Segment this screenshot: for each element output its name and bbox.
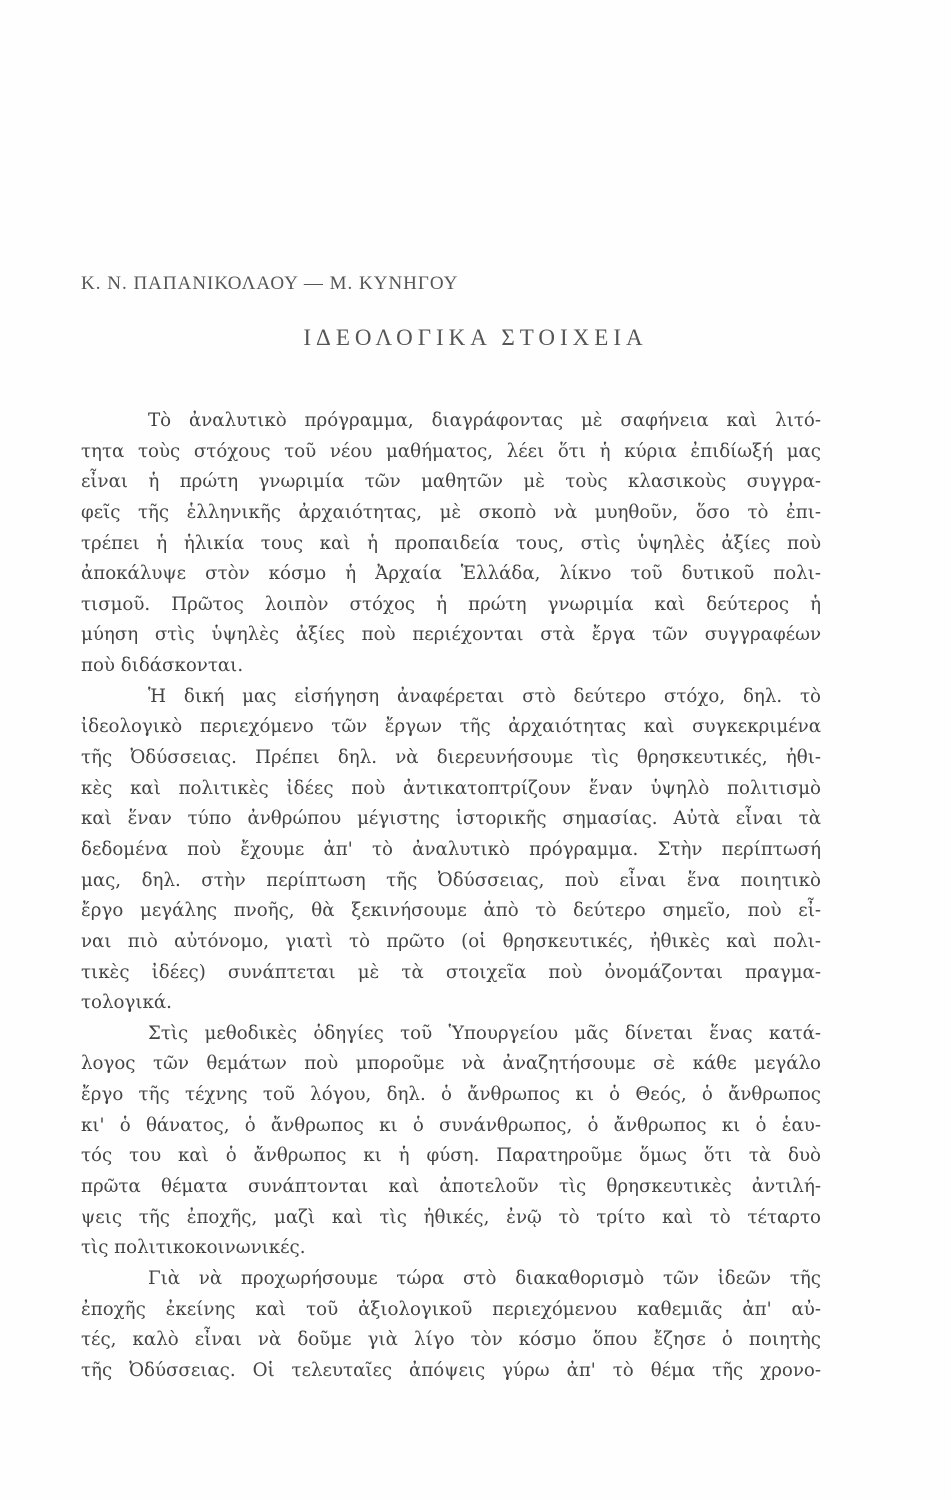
text-line: τῆς Ὀδύσσειας. Οἱ τελευταῖες ἀπόψεις γύρω ἀπ' τὸ θέμα τῆς χρονο- [81, 1359, 821, 1381]
text-line: τολογικά. [81, 992, 172, 1014]
text-line: καὶ ἕναν τύπο ἀνθρώπου μέγιστης ἱστορικῆς σημασίας. Αὐτὰ εἶναι τὰ [81, 808, 821, 830]
text-line: Ἡ δική μας εἰσήγηση ἀναφέρεται στὸ δεύτερο στόχο, δηλ. τὸ [148, 685, 821, 707]
article-title: ΙΔΕΟΛΟΓΙΚΑ ΣΤΟΙΧΕΙΑ [303, 325, 648, 350]
text-line: ἔργο τῆς τέχνης τοῦ λόγου, δηλ. ὁ ἄνθρωπος κι ὁ Θεός, ὁ ἄνθρωπος [81, 1084, 821, 1106]
text-line: ἔργο μεγάλης πνοῆς, θὰ ξεκινήσουμε ἀπὸ τὸ δεύτερο σημεῖο, ποὺ εἶ- [81, 900, 821, 922]
text-line: ναι πιὸ αὐτόνομο, γιατὶ τὸ πρῶτο (οἱ θρησκευτικές, ἠθικὲς καὶ πολι- [81, 930, 821, 952]
text-line: κὲς καὶ πολιτικὲς ἰδέες ποὺ ἀντικατοπτρίζουν ἕναν ὑψηλὸ πολιτισμὸ [81, 777, 821, 799]
text-line: ἐποχῆς ἐκείνης καὶ τοῦ ἀξιολογικοῦ περιεχόμενου καθεμιᾶς ἀπ' αὐ- [81, 1298, 821, 1320]
authors-heading: Κ. Ν. ΠΑΠΑΝΙΚΟΛΑΟΥ — Μ. ΚΥΝΗΓΟΥ [81, 273, 459, 294]
text-line: ἰδεολογικὸ περιεχόμενο τῶν ἔργων τῆς ἀρχαιότητας καὶ συγκεκριμένα [81, 716, 821, 738]
text-line: τητα τοὺς στόχους τοῦ νέου μαθήματος, λέει ὅτι ἡ κύρια ἐπιδίωξή μας [81, 440, 821, 462]
text-line: δεδομένα ποὺ ἔχουμε ἀπ' τὸ ἀναλυτικὸ πρόγραμμα. Στὴν περίπτωσή [81, 838, 821, 860]
text-line: ἀποκάλυψε στὸν κόσμο ἡ Ἀρχαία Ἑλλάδα, λίκνο τοῦ δυτικοῦ πολι- [81, 563, 821, 585]
text-line: τός του καὶ ὁ ἄνθρωπος κι ἡ φύση. Παρατηροῦμε ὅμως ὅτι τὰ δυὸ [81, 1145, 821, 1167]
text-line: τῆς Ὀδύσσειας. Πρέπει δηλ. νὰ διερευνήσουμε τὶς θρησκευτικές, ἠθι- [81, 747, 821, 769]
text-line: εἶναι ἡ πρώτη γνωριμία τῶν μαθητῶν μὲ τοὺς κλασικοὺς συγγρα- [81, 471, 821, 493]
text-line: κι' ὁ θάνατος, ὁ ἄνθρωπος κι ὁ συνάνθρωπος, ὁ ἄνθρωπος κι ὁ ἑαυ- [81, 1114, 821, 1136]
text-line: τισμοῦ. Πρῶτος λοιπὸν στόχος ἡ πρώτη γνωριμία καὶ δεύτερος ἡ [81, 593, 821, 615]
text-line: Γιὰ νὰ προχωρήσουμε τώρα στὸ διακαθορισμὸ τῶν ἰδεῶν τῆς [148, 1267, 821, 1289]
text-line: τρέπει ἡ ἡλικία τους καὶ ἡ προπαιδεία τους, στὶς ὑψηλὲς ἀξίες ποὺ [81, 532, 821, 554]
text-line: τικὲς ἰδέες) συνάπτεται μὲ τὰ στοιχεῖα ποὺ ὀνομάζονται πραγμα- [81, 961, 821, 983]
text-line: ποὺ διδάσκονται. [81, 655, 244, 677]
article-body [81, 406, 821, 1387]
text-line: πρῶτα θέματα συνάπτονται καὶ ἀποτελοῦν τὶς θρησκευτικὲς ἀντιλή- [81, 1176, 821, 1198]
text-line: φεῖς τῆς ἑλληνικῆς ἀρχαιότητας, μὲ σκοπὸ νὰ μυηθοῦν, ὅσο τὸ ἐπι- [81, 501, 821, 523]
text-line: ψεις τῆς ἐποχῆς, μαζὶ καὶ τὶς ἠθικές, ἐνῷ τὸ τρίτο καὶ τὸ τέταρτο [81, 1206, 821, 1228]
text-line: τὶς πολιτικοκοινωνικές. [81, 1237, 306, 1259]
text-line: μας, δηλ. στὴν περίπτωση τῆς Ὀδύσσειας, ποὺ εἶναι ἕνα ποιητικὸ [81, 869, 821, 891]
text-line: Στὶς μεθοδικὲς ὁδηγίες τοῦ Ὑπουργείου μᾶς δίνεται ἕνας κατά- [148, 1022, 821, 1044]
text-line: Τὸ ἀναλυτικὸ πρόγραμμα, διαγράφοντας μὲ σαφήνεια καὶ λιτό- [148, 410, 821, 431]
text-line: λογος τῶν θεμάτων ποὺ μποροῦμε νὰ ἀναζητήσουμε σὲ κάθε μεγάλο [81, 1053, 821, 1075]
text-line: μύηση στὶς ὑψηλὲς ἀξίες ποὺ περιέχονται στὰ ἔργα τῶν συγγραφέων [81, 624, 821, 646]
text-line: τές, καλὸ εἶναι νὰ δοῦμε γιὰ λίγο τὸν κόσμο ὅπου ἔζησε ὁ ποιητὴς [81, 1329, 821, 1351]
